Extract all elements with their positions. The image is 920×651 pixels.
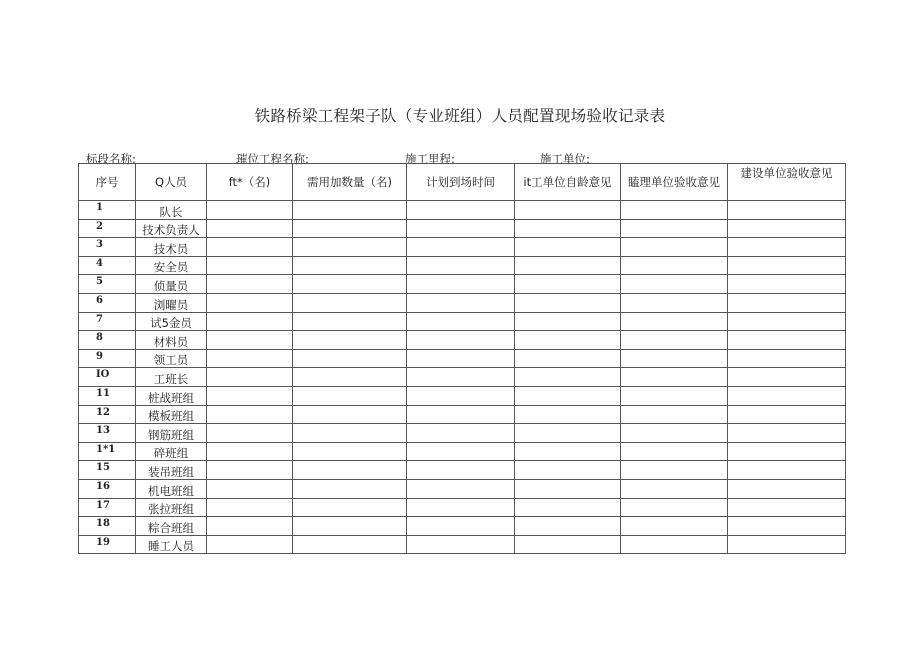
empty-cell	[515, 461, 621, 480]
empty-cell	[207, 442, 293, 461]
empty-cell	[207, 331, 293, 350]
personnel-name: 材料员	[136, 331, 207, 350]
personnel-name: 工班长	[136, 368, 207, 387]
empty-cell	[728, 498, 846, 517]
empty-cell	[207, 461, 293, 480]
empty-cell	[207, 256, 293, 275]
empty-cell	[621, 461, 728, 480]
empty-cell	[207, 275, 293, 294]
empty-cell	[515, 256, 621, 275]
table-row	[79, 479, 846, 498]
empty-cell	[728, 219, 846, 238]
empty-cell	[728, 331, 846, 350]
empty-cell	[407, 331, 515, 350]
empty-cell	[621, 498, 728, 517]
row-number: 6	[79, 293, 136, 312]
empty-cell	[207, 517, 293, 536]
page-title: 铁路桥梁工程架子队（专业班组）人员配置现场验收记录表	[254, 107, 666, 125]
empty-cell	[515, 405, 621, 424]
empty-cell	[515, 312, 621, 331]
empty-cell	[207, 424, 293, 443]
empty-cell	[621, 312, 728, 331]
personnel-name: 技术负责人	[136, 219, 207, 238]
personnel-name: 浏曜员	[136, 293, 207, 312]
row-number: 3	[79, 238, 136, 257]
empty-cell	[293, 461, 407, 480]
acceptance-record-table	[78, 163, 846, 554]
row-number: 12	[79, 405, 136, 424]
column-header: 计划到场时间	[407, 164, 515, 201]
construction-unit-label: 施工单位:	[540, 152, 590, 166]
personnel-name: 装吊班组	[136, 461, 207, 480]
empty-cell	[407, 461, 515, 480]
empty-cell	[207, 479, 293, 498]
empty-cell	[515, 424, 621, 443]
personnel-name: 技术员	[136, 238, 207, 257]
empty-cell	[728, 275, 846, 294]
empty-cell	[621, 275, 728, 294]
empty-cell	[293, 368, 407, 387]
row-number: 4	[79, 256, 136, 275]
row-number: 2	[79, 219, 136, 238]
empty-cell	[293, 405, 407, 424]
empty-cell	[515, 219, 621, 238]
column-header: 建设单位验收意见	[728, 164, 846, 201]
column-header: ft*（名)	[207, 164, 293, 201]
empty-cell	[621, 442, 728, 461]
empty-cell	[407, 256, 515, 275]
row-number: 19	[79, 535, 136, 554]
empty-cell	[515, 442, 621, 461]
table-row	[79, 368, 846, 387]
personnel-name: 粽合班组	[136, 517, 207, 536]
empty-cell	[621, 517, 728, 536]
empty-cell	[728, 386, 846, 405]
empty-cell	[728, 312, 846, 331]
row-number: 18	[79, 517, 136, 536]
construction-mileage-label: 施工里程:	[405, 152, 455, 166]
personnel-name: 张拉班组	[136, 498, 207, 517]
empty-cell	[207, 386, 293, 405]
empty-cell	[515, 201, 621, 220]
row-number: 16	[79, 479, 136, 498]
empty-cell	[728, 424, 846, 443]
empty-cell	[407, 386, 515, 405]
row-number: 5	[79, 275, 136, 294]
empty-cell	[621, 256, 728, 275]
empty-cell	[293, 312, 407, 331]
table-row	[79, 293, 846, 312]
empty-cell	[728, 405, 846, 424]
empty-cell	[728, 368, 846, 387]
table-row	[79, 405, 846, 424]
table-row	[79, 275, 846, 294]
empty-cell	[293, 535, 407, 554]
empty-cell	[207, 312, 293, 331]
empty-cell	[728, 479, 846, 498]
empty-cell	[621, 293, 728, 312]
empty-cell	[621, 386, 728, 405]
empty-cell	[407, 238, 515, 257]
empty-cell	[207, 405, 293, 424]
table-row	[79, 256, 846, 275]
empty-cell	[207, 238, 293, 257]
empty-cell	[293, 275, 407, 294]
empty-cell	[728, 256, 846, 275]
empty-cell	[621, 219, 728, 238]
row-number: 11	[79, 386, 136, 405]
empty-cell	[207, 201, 293, 220]
empty-cell	[293, 349, 407, 368]
empty-cell	[293, 498, 407, 517]
empty-cell	[407, 442, 515, 461]
empty-cell	[728, 461, 846, 480]
empty-cell	[621, 331, 728, 350]
empty-cell	[293, 256, 407, 275]
empty-cell	[293, 331, 407, 350]
empty-cell	[515, 349, 621, 368]
empty-cell	[515, 386, 621, 405]
empty-cell	[407, 219, 515, 238]
empty-cell	[407, 517, 515, 536]
row-number: 1	[79, 201, 136, 220]
row-number: 13	[79, 424, 136, 443]
table-row	[79, 201, 846, 220]
row-number: IO	[79, 368, 136, 387]
empty-cell	[207, 498, 293, 517]
empty-cell	[207, 535, 293, 554]
empty-cell	[293, 238, 407, 257]
empty-cell	[407, 479, 515, 498]
empty-cell	[515, 238, 621, 257]
empty-cell	[207, 349, 293, 368]
personnel-name: 侦量员	[136, 275, 207, 294]
personnel-name: 桩战班组	[136, 386, 207, 405]
personnel-name: 队长	[136, 201, 207, 220]
empty-cell	[621, 405, 728, 424]
empty-cell	[621, 238, 728, 257]
unit-project-name-label: 璀位工程名称:	[236, 152, 309, 166]
empty-cell	[515, 517, 621, 536]
empty-cell	[728, 238, 846, 257]
row-number: 17	[79, 498, 136, 517]
row-number: 7	[79, 312, 136, 331]
empty-cell	[515, 293, 621, 312]
empty-cell	[293, 479, 407, 498]
column-header: 需用加数量（名)	[293, 164, 407, 201]
empty-cell	[515, 535, 621, 554]
empty-cell	[407, 368, 515, 387]
empty-cell	[207, 219, 293, 238]
column-header: 序号	[79, 164, 136, 201]
table-row	[79, 238, 846, 257]
empty-cell	[407, 312, 515, 331]
row-number: 9	[79, 349, 136, 368]
empty-cell	[293, 424, 407, 443]
personnel-name: 钢筋班组	[136, 424, 207, 443]
empty-cell	[407, 498, 515, 517]
empty-cell	[515, 368, 621, 387]
table-row	[79, 461, 846, 480]
personnel-name: 机电班组	[136, 479, 207, 498]
table-body	[79, 201, 846, 554]
table-row	[79, 219, 846, 238]
empty-cell	[728, 349, 846, 368]
empty-cell	[407, 201, 515, 220]
table-row	[79, 312, 846, 331]
row-number: 15	[79, 461, 136, 480]
empty-cell	[515, 275, 621, 294]
table-row	[79, 535, 846, 554]
column-header: 瞌理单位验收意见	[621, 164, 728, 201]
empty-cell	[407, 293, 515, 312]
table-header-row	[79, 164, 846, 201]
empty-cell	[293, 201, 407, 220]
row-number: 8	[79, 331, 136, 350]
personnel-name: 睡工人员	[136, 535, 207, 554]
empty-cell	[407, 535, 515, 554]
column-header: it工单位自龄意见	[515, 164, 621, 201]
row-number: 1*1	[79, 442, 136, 461]
table-row	[79, 331, 846, 350]
empty-cell	[728, 517, 846, 536]
empty-cell	[621, 349, 728, 368]
empty-cell	[621, 368, 728, 387]
empty-cell	[293, 442, 407, 461]
personnel-name: 安全员	[136, 256, 207, 275]
table-row	[79, 517, 846, 536]
empty-cell	[621, 535, 728, 554]
column-header: Q人员	[136, 164, 207, 201]
personnel-name: 模板班组	[136, 405, 207, 424]
empty-cell	[515, 479, 621, 498]
personnel-name: 碎班组	[136, 442, 207, 461]
empty-cell	[293, 219, 407, 238]
empty-cell	[515, 331, 621, 350]
empty-cell	[407, 405, 515, 424]
empty-cell	[293, 386, 407, 405]
empty-cell	[207, 293, 293, 312]
empty-cell	[407, 349, 515, 368]
section-name-label: 标段名称:	[86, 152, 136, 166]
table-row	[79, 442, 846, 461]
empty-cell	[407, 424, 515, 443]
empty-cell	[515, 498, 621, 517]
empty-cell	[621, 424, 728, 443]
table-row	[79, 386, 846, 405]
table-row	[79, 349, 846, 368]
empty-cell	[407, 275, 515, 294]
empty-cell	[293, 293, 407, 312]
empty-cell	[293, 517, 407, 536]
empty-cell	[728, 293, 846, 312]
personnel-name: 试5金员	[136, 312, 207, 331]
empty-cell	[728, 442, 846, 461]
personnel-name: 领工员	[136, 349, 207, 368]
table-row	[79, 424, 846, 443]
empty-cell	[728, 201, 846, 220]
empty-cell	[728, 535, 846, 554]
empty-cell	[621, 201, 728, 220]
empty-cell	[207, 368, 293, 387]
empty-cell	[621, 479, 728, 498]
table-row	[79, 498, 846, 517]
